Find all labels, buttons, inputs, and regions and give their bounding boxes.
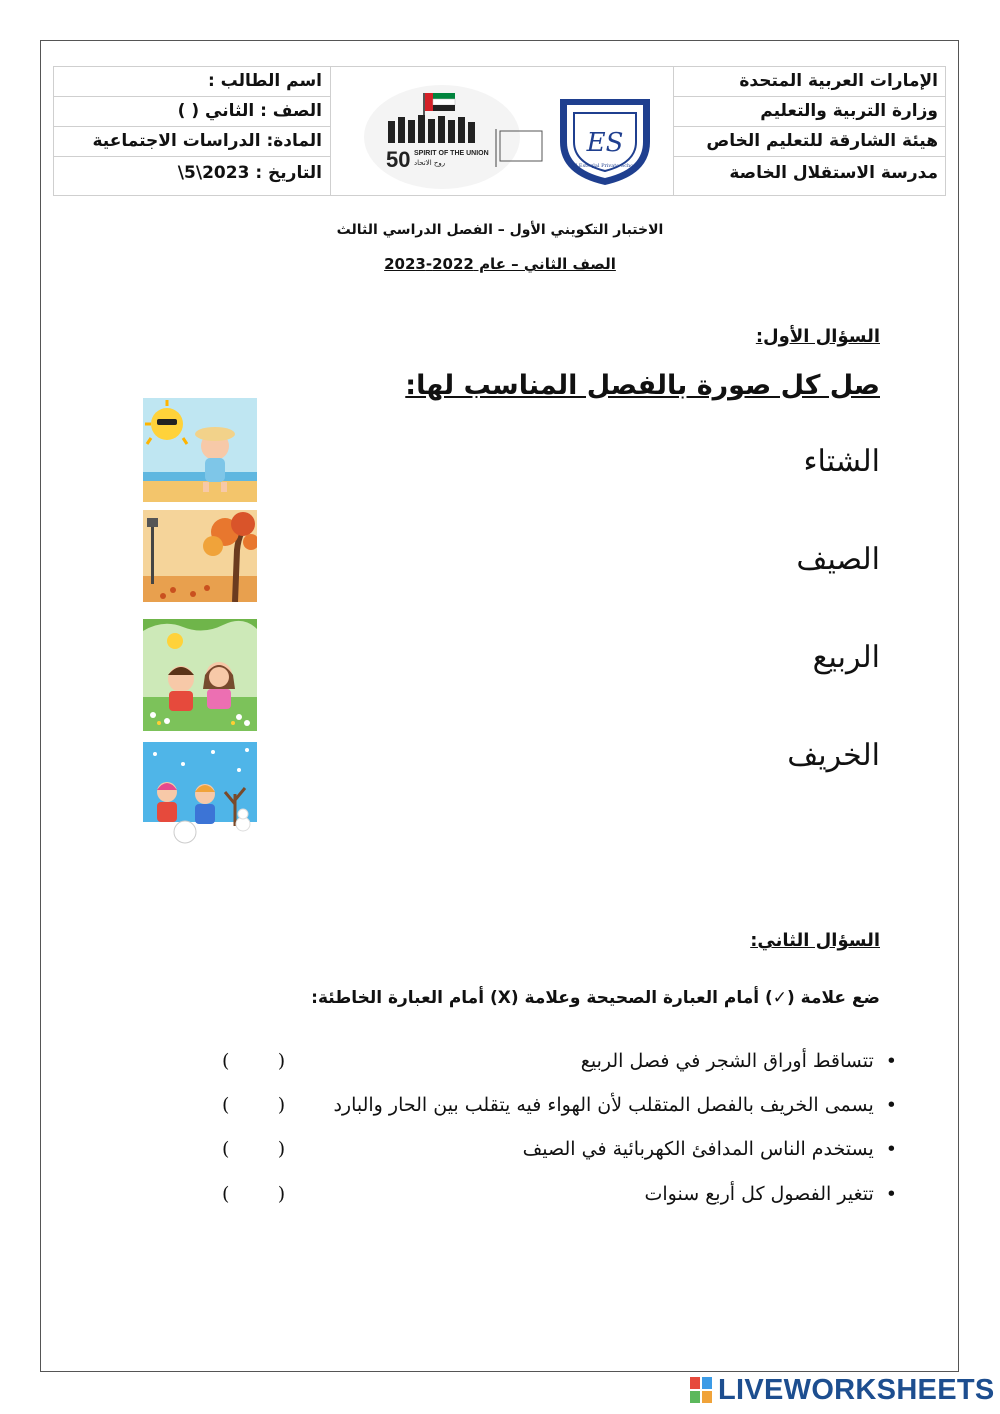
liveworksheets-logo-icon [690, 1377, 712, 1403]
season-winter[interactable]: الشتاء [803, 444, 880, 479]
exam-subtitle: الصف الثاني – عام 2022-2023 [384, 255, 616, 273]
header-table [53, 66, 946, 196]
statement-item [333, 1094, 897, 1116]
school-crest-logo [550, 87, 660, 187]
grade-field[interactable]: الصف : الثاني ( ) [54, 97, 330, 127]
winter-picture[interactable] [143, 742, 257, 857]
svg-text:SPIRIT OF THE UNION: SPIRIT OF THE UNION [414, 150, 489, 157]
national-day-50-logo [350, 75, 550, 190]
statement-text: يستخدم الناس المدافئ الكهربائية في الصيف [522, 1138, 874, 1160]
date-field: التاريخ : 2023\5\ [177, 163, 322, 183]
season-spring[interactable]: الربيع [812, 640, 880, 675]
answer-box[interactable]: ( ) [222, 1138, 286, 1160]
question-1-instruction: صل كل صورة بالفصل المناسب لها: [405, 370, 880, 401]
school-label: مدرسة الاستقلال الخاصة [729, 163, 938, 183]
answer-box[interactable]: ( ) [222, 1050, 286, 1072]
statement-text: تتغير الفصول كل أربع سنوات [644, 1183, 874, 1205]
header-logos [330, 67, 673, 195]
bullet-icon: • [885, 1050, 897, 1072]
liveworksheets-brand[interactable] [690, 1374, 995, 1406]
country-label: الإمارات العربية المتحدة [674, 67, 946, 97]
exam-title: الاختبار التكويني الأول – الفصل الدراسي الثالث [336, 222, 664, 238]
autumn-picture[interactable] [143, 510, 257, 602]
answer-box[interactable]: ( ) [222, 1183, 286, 1205]
authority-label: هيئة الشارقة للتعليم الخاص [674, 127, 946, 157]
bullet-icon: • [885, 1138, 897, 1160]
statement-text: تتساقط أوراق الشجر في فصل الربيع [580, 1050, 874, 1072]
question-2-instruction: ضع علامة (✓) أمام العبارة الصحيحة وعلامة (X) أمام العبارة الخاطئة: [311, 988, 880, 1008]
svg-text:ES: ES [586, 128, 624, 158]
statement-text: يسمى الخريف بالفصل المتقلب لأن الهواء فيه يتقلب بين الحار والبارد [333, 1094, 874, 1116]
spring-picture[interactable] [143, 619, 257, 731]
season-summer[interactable]: الصيف [796, 542, 880, 577]
liveworksheets-wordmark: LIVEWORKSHEETS [718, 1373, 995, 1406]
svg-text:روح الاتحاد: روح الاتحاد [414, 159, 446, 167]
question-1-label: السؤال الأول: [755, 326, 880, 347]
header-student-info [54, 67, 331, 195]
student-name-field[interactable]: اسم الطالب : [54, 67, 330, 97]
subject-field: المادة: الدراسات الاجتماعية [54, 127, 330, 157]
svg-text:Al Esteqlal Private School: Al Esteqlal Private School [572, 163, 638, 169]
statement-item [645, 1183, 897, 1205]
summer-picture[interactable] [143, 398, 257, 502]
statement-item [523, 1138, 897, 1160]
header-school-info [673, 67, 946, 195]
bullet-icon: • [885, 1094, 897, 1116]
question-2-label: السؤال الثاني: [750, 930, 880, 951]
statement-item [581, 1050, 897, 1072]
season-autumn[interactable]: الخريف [787, 738, 880, 773]
ministry-label: وزارة التربية والتعليم [674, 97, 946, 127]
bullet-icon: • [885, 1183, 897, 1205]
svg-text:50: 50 [386, 147, 411, 172]
answer-box[interactable]: ( ) [222, 1094, 286, 1116]
